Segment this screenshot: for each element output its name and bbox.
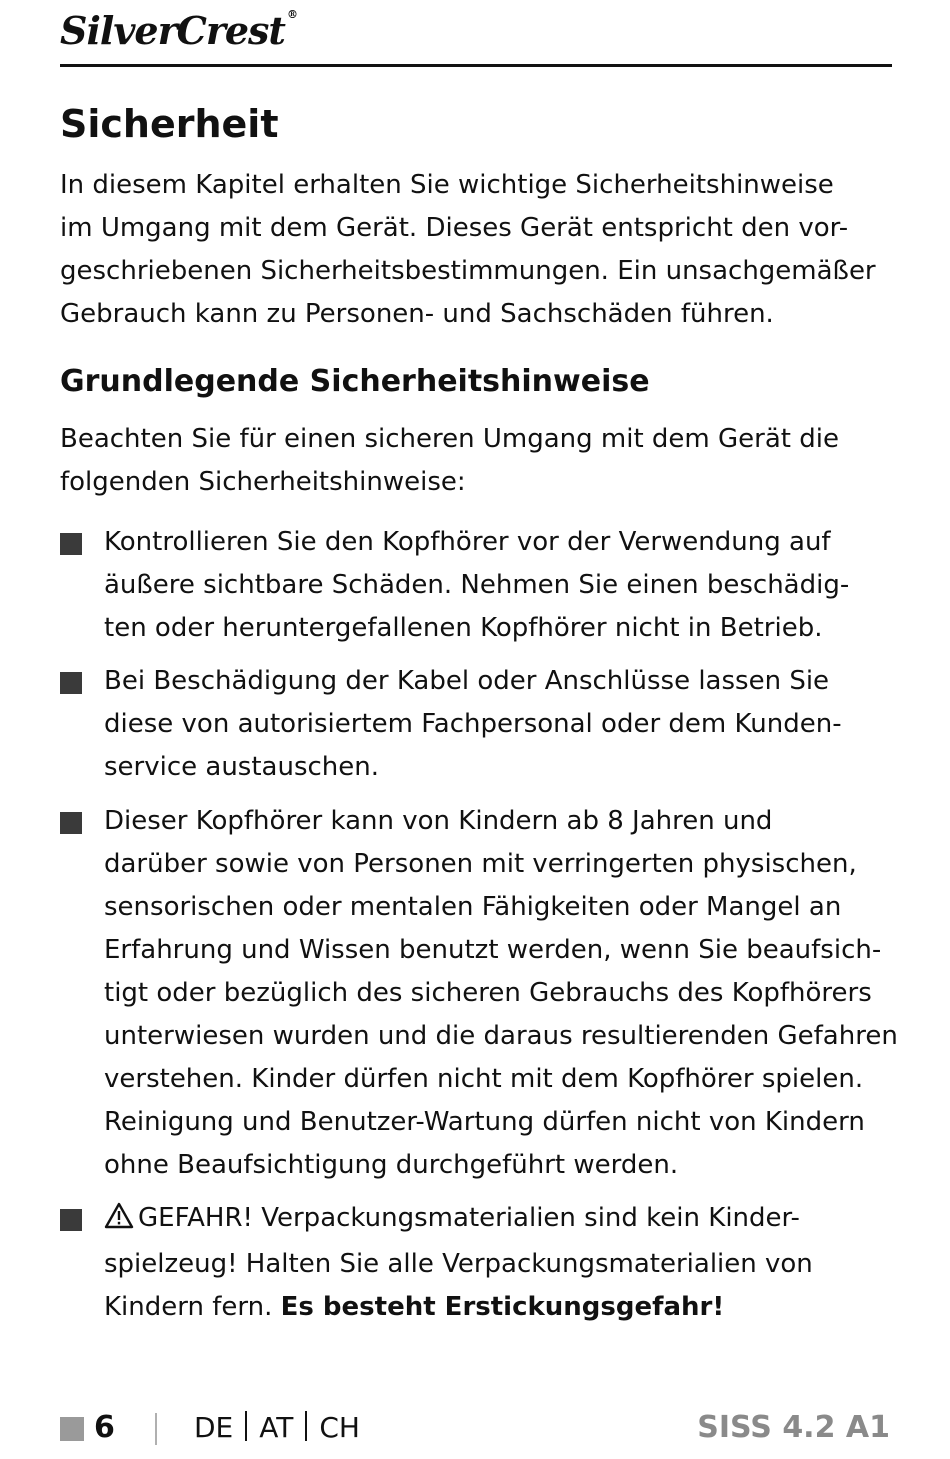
header-divider [60,64,892,67]
bullet-line: verstehen. Kinder dürfen nicht mit dem Kopfhörer spielen. [104,1064,864,1094]
country-code: DE [194,1411,234,1444]
country-code: AT [259,1411,294,1444]
danger-text: Kindern fern. [104,1292,273,1322]
footer-square-icon [60,1417,84,1441]
bullet-square-icon [60,1209,82,1231]
bullet-line: Kontrollieren Sie den Kopfhörer vor der Verwendung auf [104,527,831,557]
country-codes [194,1406,360,1450]
lead-line: folgenden Sicherheitshinweise: [60,467,466,497]
bullet-line: äußere sichtbare Schäden. Nehmen Sie einen beschädig- [104,570,850,600]
subsection-title: Grundlegende Sicherheitshinweise [60,364,650,399]
intro-line: geschriebenen Sicherheitsbestimmungen. Ein unsachgemäßer [60,256,876,286]
country-separator [305,1411,307,1441]
bullet-line: ohne Beaufsichtigung durchgeführt werden. [104,1150,679,1180]
bullet-line: Erfahrung und Wissen benutzt werden, wenn Sie beaufsich- [104,935,882,965]
page-number: 6 [94,1410,115,1445]
bullet-line [104,1197,904,1243]
intro-line: In diesem Kapitel erhalten Sie wichtige Sicherheitshinweise [60,170,834,200]
lead-line: Beachten Sie für einen sicheren Umgang mit dem Gerät die [60,424,839,454]
bullet-line: Bei Beschädigung der Kabel oder Anschlüsse lassen Sie [104,666,830,696]
bullet-line: darüber sowie von Personen mit verringerten physischen, [104,849,857,879]
bullet-line [104,1286,904,1329]
bullet-square-icon [60,812,82,834]
intro-line: im Umgang mit dem Gerät. Dieses Gerät entspricht den vor- [60,213,849,243]
bullet-line: service austauschen. [104,752,380,782]
subsection-lead [60,418,839,504]
bullet-line: tigt oder bezüglich des sicheren Gebrauchs des Kopfhörers [104,978,872,1008]
bullet-line: sensorischen oder mentalen Fähigkeiten oder Mangel an [104,892,842,922]
bullet-line: spielzeug! Halten Sie alle Verpackungsmaterialien von [104,1249,813,1279]
brand-logo [60,8,297,53]
footer-divider [155,1413,157,1445]
bullet-square-icon [60,533,82,555]
brand-name: SilverCrest [60,8,285,53]
suffocation-warning: Es besteht Erstickungsgefahr! [280,1292,725,1322]
bullet-text [104,1197,904,1329]
bullet-line: Dieser Kopfhörer kann von Kindern ab 8 Jahren und [104,806,773,836]
bullet-text [104,800,904,1187]
country-code: CH [319,1411,360,1444]
danger-text: GEFAHR! Verpackungsmaterialien sind kein Kinder- [138,1203,800,1233]
model-number: SISS 4.2 A1 [697,1410,890,1445]
bullet-line: ten oder heruntergefallenen Kopfhörer nicht in Betrieb. [104,613,823,643]
section-intro [60,164,900,336]
bullet-line: diese von autorisiertem Fachpersonal oder dem Kunden- [104,709,842,739]
bullet-text [104,660,904,789]
bullet-square-icon [60,672,82,694]
bullet-line: Reinigung und Benutzer-Wartung dürfen nicht von Kindern [104,1107,865,1137]
section-title: Sicherheit [60,102,279,146]
intro-line: Gebrauch kann zu Personen- und Sachschäden führen. [60,299,774,329]
registered-mark: ® [286,8,297,21]
country-separator [245,1411,247,1441]
warning-triangle-icon [104,1200,134,1243]
bullet-line: unterwiesen wurden und die daraus resultierenden Gefahren [104,1021,898,1051]
bullet-text [104,521,904,650]
